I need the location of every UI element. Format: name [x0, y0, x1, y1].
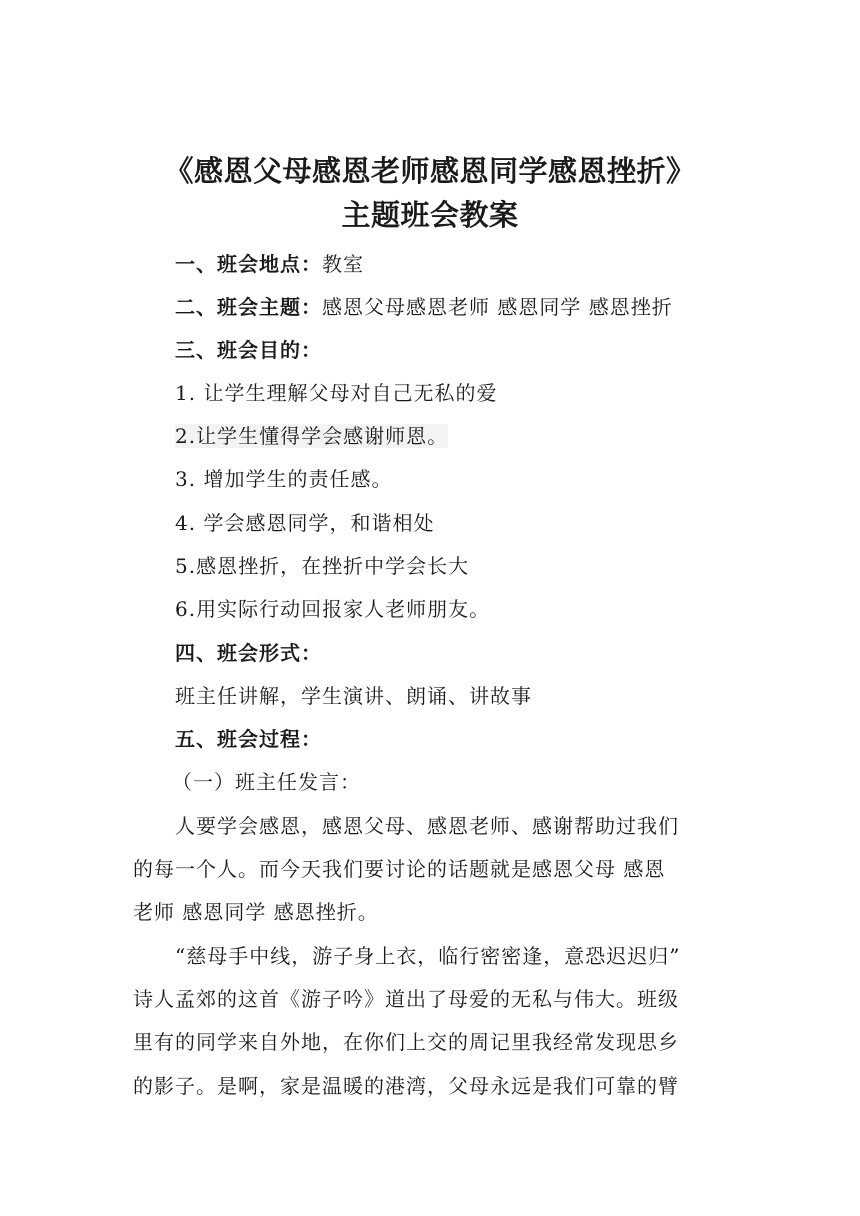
document-title-line-2: 主题班会教案: [341, 198, 519, 232]
location-row: [175, 248, 364, 277]
purpose-item-3: 3. 增加学生的责任感。: [175, 467, 393, 491]
purpose-label: 三、班会目的：: [175, 338, 322, 362]
location-label: 一、班会地点：: [175, 252, 322, 276]
purpose-item-5: 5.感恩挫折，在挫折中学会长大: [175, 554, 470, 578]
purpose-item-2-text: 2.让学生懂得学会感谢师恩。: [175, 424, 449, 448]
theme-row: [175, 291, 673, 320]
body-line-7: 的影子。是啊，家是温暖的港湾，父母永远是我们可靠的臂: [133, 1074, 679, 1098]
body-line-6: 里有的同学来自外地，在你们上交的周记里我经常发现思乡: [133, 1030, 679, 1054]
process-label: 五、班会过程：: [175, 727, 322, 751]
body-line-2: 的每一个人。而今天我们要讨论的话题就是感恩父母 感恩: [133, 857, 666, 881]
theme-label: 二、班会主题：: [175, 295, 322, 319]
purpose-item-1: 1. 让学生理解父母对自己无私的爱: [175, 381, 498, 405]
purpose-item-2: [175, 420, 448, 449]
body-line-1: 人要学会感恩，感恩父母、感恩老师、感谢帮助过我们: [175, 814, 679, 838]
location-value: 教室: [322, 252, 364, 276]
purpose-item-4: 4. 学会感恩同学，和谐相处: [175, 511, 435, 535]
form-value: 班主任讲解，学生演讲、朗诵、讲故事: [175, 684, 532, 708]
body-line-3: 老师 感恩同学 感恩挫折。: [133, 900, 379, 924]
theme-value: 感恩父母感恩老师 感恩同学 感恩挫折: [322, 295, 673, 319]
body-line-5: 诗人孟郊的这首《游子吟》道出了母爱的无私与伟大。班级: [133, 987, 679, 1011]
document-title-line-1: 《感恩父母感恩老师感恩同学感恩挫折》: [164, 154, 696, 188]
form-label: 四、班会形式：: [175, 641, 322, 665]
body-line-4: “慈母手中线，游子身上衣，临行密密逢，意恐迟迟归”: [175, 944, 681, 968]
purpose-item-6: 6.用实际行动回报家人老师朋友。: [175, 597, 491, 621]
subsection-heading: （一）班主任发言：: [172, 770, 361, 794]
